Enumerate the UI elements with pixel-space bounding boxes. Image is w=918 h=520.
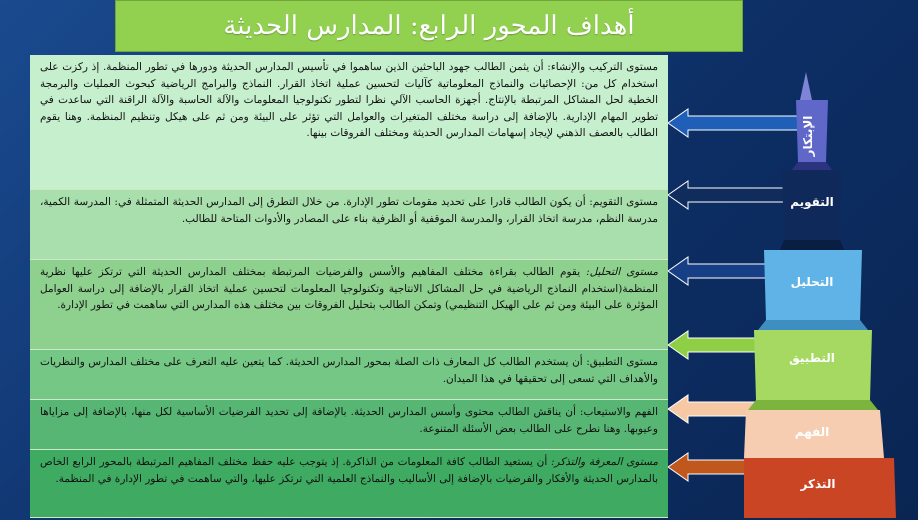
- panel-text: أن يستخدم الطالب كل المعارف ذات الصلة بمحور المدارس الحديثة. كما يتعين عليه التعرف على مختلف المدارس والنظريات والأهداف التي تسعى إلى تحقيقها في هذا الميدان.: [40, 356, 658, 385]
- panel-text: أن يستعيد الطالب كافة المعلومات من الذاكرة. إذ يتوجب عليه حفظ مختلف المفاهيم المرتبطة بالمحور الرابع الخاص بالمدارس الحديثة والأفكار والفرضيات بالإضافة إلى الأساليب والنماذج العلمية التي ترتكز عليها، والتي ساهمت في تطور الإدارة في المنظمة.: [40, 456, 658, 485]
- panel-text: أن يثمن الطالب جهود الباحثين الذين ساهموا في تأسيس المدارس الحديثة ودورها في تطور المنظمة. إذ ركزت على استخدام كل من: الإحصائيات والنماذج المعلوماتية كآليات لتحسين عملية اتخاذ القرار. النماذج والبرامج الرياضية كبحوث العمليات والبرمجة الخطية لحل المشاكل المرتبطة بالإنتاج. أجهزة الحاسب الآلي نظرا لتطور تكنولوجيا المعلومات والآلة الحاسبة والآلة الراقنة التي ساعدت في تطوير المهام الإدارية. بالإضافة إلى دراسة مختلف المتغيرات والعوامل التي تؤثر على البيئة ومن ثم على هيكل وتنظيم المنظمة. وهنا يقوم الطالب بالعصف الذهني لإيجاد إسهامات المدارس الحديثة ومختلف الفروقات بينها.: [40, 61, 658, 139]
- objective-panel-synthesis: [30, 55, 668, 190]
- pyramid-level-4: [754, 330, 872, 400]
- panel-lead: مستوى التحليل:: [586, 266, 658, 278]
- objective-panel-analysis: [30, 260, 668, 350]
- objective-panel-remembering: [30, 450, 668, 518]
- objective-panel-application: [30, 350, 668, 400]
- panel-lead: مستوى التطبيق:: [586, 356, 658, 368]
- pyramid-label: التذكر: [800, 477, 836, 491]
- title-banner: [115, 0, 743, 52]
- panel-lead: الفهم والاستيعاب:: [579, 406, 658, 418]
- pyramid-label: التحليل: [790, 275, 834, 289]
- bloom-pyramid: [744, 58, 914, 518]
- objective-panel-understanding: [30, 400, 668, 450]
- pyramid-tip: [800, 72, 812, 100]
- panel-lead: مستوى المعرفة والتذكر:: [550, 456, 659, 468]
- panel-text: أن يكون الطالب قادرا على تحديد مقومات تطور الإدارة. من خلال التطرق إلى المدارس الحديثة المتمثلة في: المدرسة الكمية، مدرسة النظم، مدرسة اتخاذ القرار، والمدرسة الموقفية أو الظرفية بناء على المصادر والأدوات المتاحة للطالب.: [40, 196, 658, 225]
- page-title: أهداف المحور الرابع: المدارس الحديثة: [223, 11, 635, 41]
- panel-text: أن يناقش الطالب محتوى وأسس المدارس الحديثة. بالإضافة إلى تحديد الفرضيات الأساسية لكل منها، بالإضافة إلى مزاياها وعيوبها. وهنا نطرح على الطالب بعض الأسئلة المتنوعة.: [40, 406, 658, 435]
- pyramid-label: التقويم: [790, 195, 834, 209]
- pyramid-label: الإبتكار: [801, 115, 815, 157]
- panel-lead: مستوى التقويم:: [589, 196, 658, 208]
- pyramid-label: الفهم: [794, 425, 830, 439]
- pyramid-label: التطبيق: [789, 351, 835, 365]
- panel-text: يقوم الطالب بقراءة مختلف المفاهيم والأسس والفرضيات المرتبطة بمختلف المدارس الحديثة التي ترتكز عليها نظرية المنظمة(استخدام النماذج الرياضية في حل المشاكل الانتاجية وتكنولوجيا المعلومات لتحسين عملية اتخاذ القرار بالإضافة إلى دراسة العوامل المؤثرة على البيئة ومن ثم على الهيكل التنظيمي) وتمكن الطالب بتحليل الفروقات بين مختلف هذه المدارس التي ساهمت في تطور الإدارة.: [40, 266, 658, 311]
- objective-panel-evaluation: [30, 190, 668, 260]
- panel-lead: مستوى التركيب والإنشاء:: [547, 61, 658, 73]
